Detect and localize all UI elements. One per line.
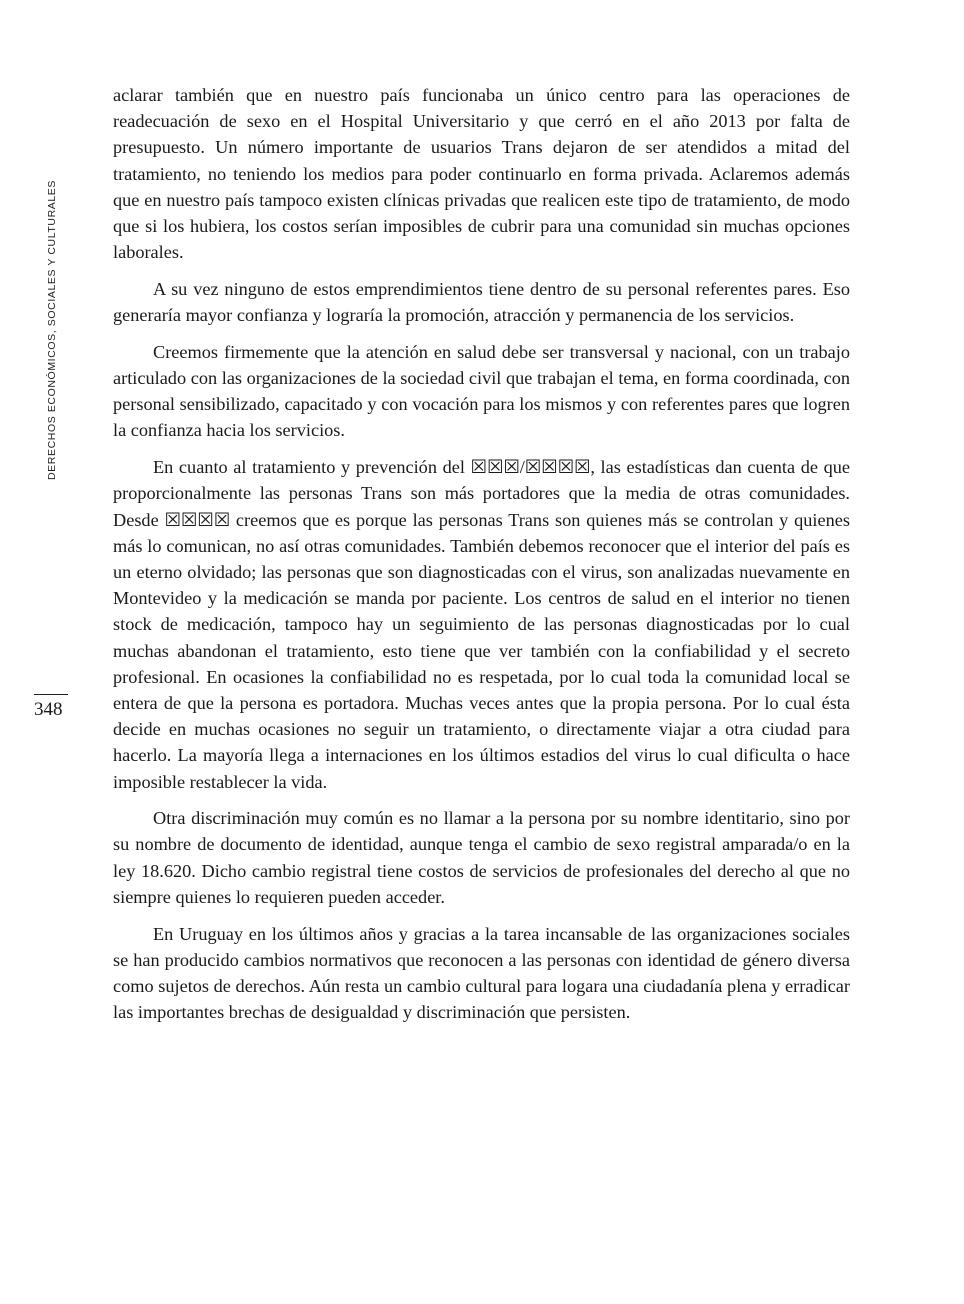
- paragraph: Otra discriminación muy común es no llamar a la persona por su nombre identitario, sino por su nombre de documento de identidad, aunque tenga el cambio de sexo registral amparada/o en la ley 18.620. Dicho cambio registral tiene costos de servicios de profesionales del derecho al que no siempre quienes lo requieren pueden acceder.: [113, 808, 850, 907]
- page-number: 348: [34, 699, 63, 720]
- paragraph: aclarar también que en nuestro país funcionaba un único centro para las operaciones de readecuación de sexo en el Hospital Universitario y que cerró en el año 2013 por falta de presupuesto. Un número importante de usuarios Trans dejaron de ser atendidos a mitad del tratamiento, no teniendo los medios para poder continuarlo en forma privada. Aclaremos además que en nuestro país tampoco existen clínicas privadas que realicen este tipo de tratamiento, de modo que si los hubiera, los costos serían imposibles de cubrir para una comunidad sin muchas opciones laborales.: [113, 85, 850, 263]
- paragraph: En Uruguay en los últimos años y gracias a la tarea incansable de las organizaciones sociales se han producido cambios normativos que reconocen a las personas con identidad de género diversa como sujetos de derechos. Aún resta un cambio cultural para logara una ciudadanía plena y erradicar las importantes brechas de desigualdad y discriminación que persisten.: [113, 923, 850, 1023]
- paragraph: A su vez ninguno de estos emprendimientos tiene dentro de su personal referentes pares. Eso generaría mayor confianza y lograría la promoción, atracción y permanencia de los servicios.: [113, 278, 850, 326]
- body-text: [113, 82, 850, 1036]
- running-head: DERECHOS ECONÓMICOS, SOCIALES Y CULTURALES: [46, 179, 58, 480]
- page-number-rule: [34, 694, 68, 695]
- paragraph: En cuanto al tratamiento y prevención del ☒☒☒/☒☒☒☒, las estadísticas dan cuenta de que proporcionalmente las personas Trans son más portadores que la media de otras comunidades. Desde ☒☒☒☒ creemos que es porque las personas Trans son quienes más se controlan y quienes más lo comunican, no así otras comunidades. También debemos reconocer que el interior del país es un eterno olvidado; las personas que son diagnosticadas con el virus, son analizadas nuevamente en Montevideo y la medicación se manda por paciente. Los centros de salud en el interior no tienen stock de medicación, tampoco hay un seguimiento de las personas diagnosticadas por lo cual muchas abandonan el tratamiento, esto tiene que ver también con la confiabilidad y el secreto profesional. En ocasiones la confiabilidad no es respetada, por lo cual toda la comunidad local se entera de que la persona es portadora. Muchas veces antes que la propia persona. Por lo cual ésta decide en muchas ocasiones no seguir un tratamiento, o directamente viajar a otra ciudad para hacerlo. La mayoría llega a internaciones en los últimos estadios del virus lo cual dificulta o hace imposible restablecer la vida.: [113, 457, 850, 792]
- paragraph: Creemos firmemente que la atención en salud debe ser transversal y nacional, con un trabajo articulado con las organizaciones de la sociedad civil que trabajan el tema, en forma coordinada, con personal sensibilizado, capacitado y con vocación para los mismos y con referentes pares que logren la confianza hacia los servicios.: [113, 341, 850, 441]
